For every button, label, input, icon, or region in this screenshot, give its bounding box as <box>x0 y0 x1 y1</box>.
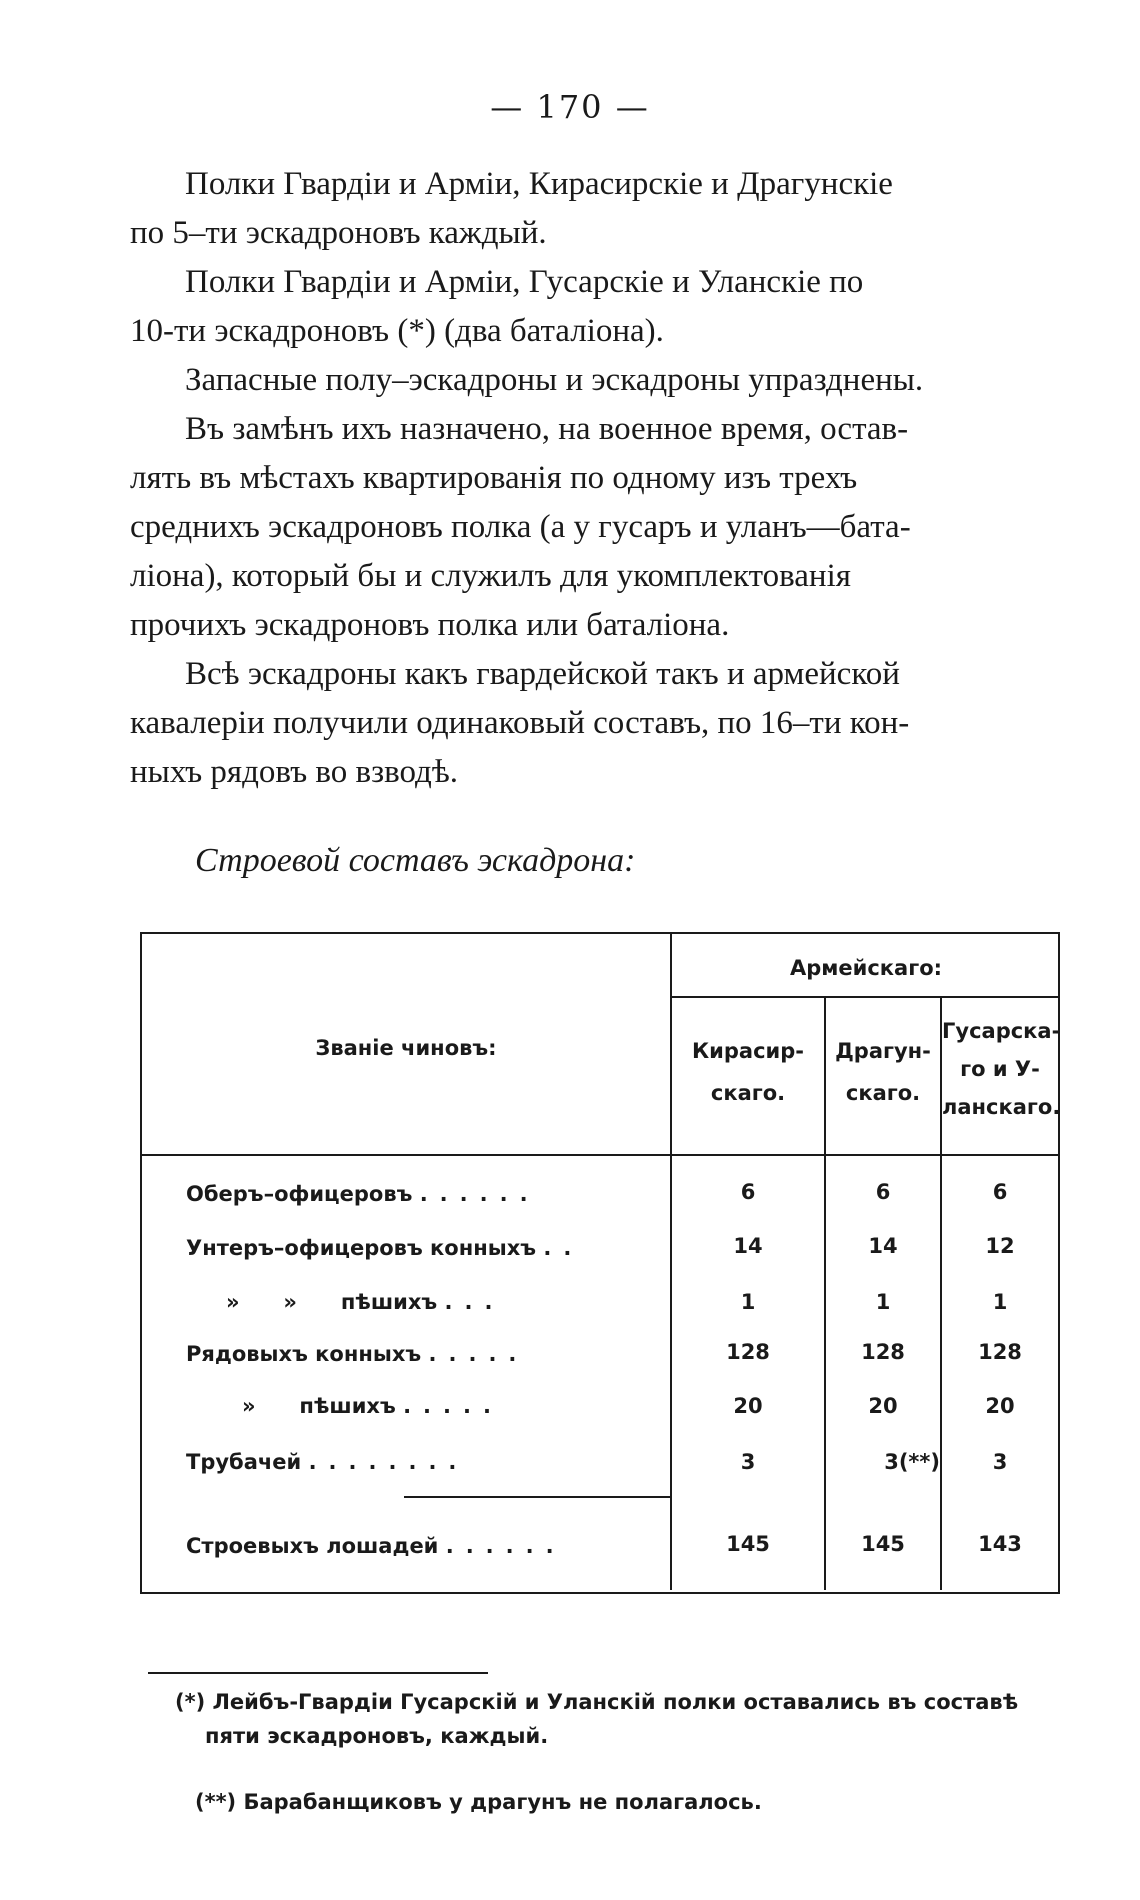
header-line: Гусарска- <box>942 1019 1061 1043</box>
row-label <box>186 1182 666 1206</box>
table-cell: 14 <box>868 1234 898 1258</box>
table-cell: 20 <box>733 1394 763 1418</box>
leader-dots: ...... <box>419 1182 540 1206</box>
table-cell: 1 <box>740 1290 756 1314</box>
footnote-rule <box>148 1672 488 1674</box>
table-divider <box>142 1154 1058 1156</box>
text-line: кавалеріи получили одинаковый составъ, по 16–ти кон- <box>130 705 910 741</box>
leader-dots: ..... <box>403 1394 503 1418</box>
page-number: — 170 — <box>490 88 650 126</box>
squadron-table <box>140 932 1060 1594</box>
table-caption: Строевой составъ эскадрона: <box>195 842 636 879</box>
text-line: ныхъ рядовъ во взводѣ. <box>130 754 459 790</box>
row-label-text: Рядовыхъ конныхъ <box>186 1342 422 1366</box>
footnote-line: пяти эскадроновъ, каждый. <box>205 1724 549 1748</box>
table-cell: 6 <box>992 1180 1008 1204</box>
row-label-text: Трубачей <box>186 1450 302 1474</box>
footnote-line: (*) Лейбъ-Гвардіи Гусарскій и Уланскій полки оставались въ составѣ <box>175 1690 1019 1714</box>
army-header: Армейскаго: <box>789 956 943 980</box>
table-cell: 6 <box>875 1180 891 1204</box>
row-label-text: Унтеръ–офицеровъ конныхъ <box>186 1236 537 1260</box>
table-cell: 3(**) <box>884 1450 940 1474</box>
header-line: го и У- <box>960 1057 1040 1081</box>
table-divider <box>404 1496 670 1498</box>
text-line: лять въ мѣстахъ квартированія по одному изъ трехъ <box>130 460 858 496</box>
table-cell: 145 <box>861 1532 905 1556</box>
rank-header: Званіе чиновъ: <box>315 1036 497 1060</box>
paragraph-3 <box>130 356 1050 405</box>
row-label <box>186 1342 666 1366</box>
leader-dots: ...... <box>445 1534 566 1558</box>
text-line: Полки Гвардіи и Арміи, Гусарскіе и Уланскіе по <box>185 264 864 300</box>
total-row-label <box>186 1534 666 1558</box>
column-header-hussar-uhlan <box>942 1012 1061 1126</box>
text-line: Запасные полу–эскадроны и эскадроны упразднены. <box>185 362 924 398</box>
header-line: Кирасир- <box>692 1039 804 1063</box>
table-cell: 143 <box>978 1532 1022 1556</box>
header-line: ланскаго. <box>942 1095 1061 1119</box>
paragraph-5 <box>130 650 1050 797</box>
table-divider <box>670 996 1058 998</box>
table-cell: 3 <box>992 1450 1008 1474</box>
table-cell: 20 <box>985 1394 1015 1418</box>
footnote-line: (**) Барабанщиковъ у драгунъ не полагалось. <box>195 1790 762 1814</box>
table-cell: 128 <box>861 1340 905 1364</box>
table-cell: 1 <box>875 1290 891 1314</box>
leader-dots: ........ <box>308 1450 469 1474</box>
footnote-1 <box>175 1690 1075 1748</box>
table-cell: 128 <box>978 1340 1022 1364</box>
table-cell: 3 <box>740 1450 756 1474</box>
table-cell: 12 <box>985 1234 1015 1258</box>
row-label <box>186 1236 666 1260</box>
paragraph-4 <box>130 405 1050 650</box>
row-label-text: Оберъ–офицеровъ <box>186 1182 413 1206</box>
row-label-text: » » пѣшихъ <box>226 1290 438 1314</box>
leader-dots: .. <box>543 1236 584 1260</box>
text-line: Полки Гвардіи и Арміи, Кирасирскіе и Драгунскіе <box>185 166 893 202</box>
column-header-cuirassier <box>672 1030 824 1114</box>
text-line: 10-ти эскадроновъ (*) (два баталіона). <box>130 313 664 349</box>
header-line: скаго. <box>845 1081 921 1105</box>
table-cell: 128 <box>726 1340 770 1364</box>
row-label <box>226 1290 706 1314</box>
row-label-text: » пѣшихъ <box>242 1394 396 1418</box>
footnote-2 <box>195 1790 1095 1814</box>
row-label <box>186 1450 666 1474</box>
header-line: скаго. <box>710 1081 786 1105</box>
table-cell: 1 <box>992 1290 1008 1314</box>
row-label-text: Строевыхъ лошадей <box>186 1534 439 1558</box>
paragraph-1 <box>130 160 1050 258</box>
text-line: прочихъ эскадроновъ полка или баталіона. <box>130 607 730 643</box>
leader-dots: ..... <box>428 1342 529 1366</box>
header-line: Драгун- <box>835 1039 931 1063</box>
column-header-dragoon <box>826 1030 940 1114</box>
body-text <box>130 160 1050 797</box>
table-cell: 145 <box>726 1532 770 1556</box>
text-line: Всѣ эскадроны какъ гвардейской такъ и армейской <box>185 656 900 692</box>
paragraph-2 <box>130 258 1050 356</box>
text-line: ліона), который бы и служилъ для укомплектованія <box>130 558 851 594</box>
leader-dots: ... <box>444 1290 505 1314</box>
text-line: по 5–ти эскадроновъ каждый. <box>130 215 547 251</box>
text-line: среднихъ эскадроновъ полка (а у гусаръ и уланъ—бата- <box>130 509 911 545</box>
table-cell: 6 <box>740 1180 756 1204</box>
table-cell: 14 <box>733 1234 763 1258</box>
table-cell: 20 <box>868 1394 898 1418</box>
text-line: Въ замѣнъ ихъ назначено, на военное время, остав- <box>185 411 909 447</box>
row-label <box>242 1394 722 1418</box>
